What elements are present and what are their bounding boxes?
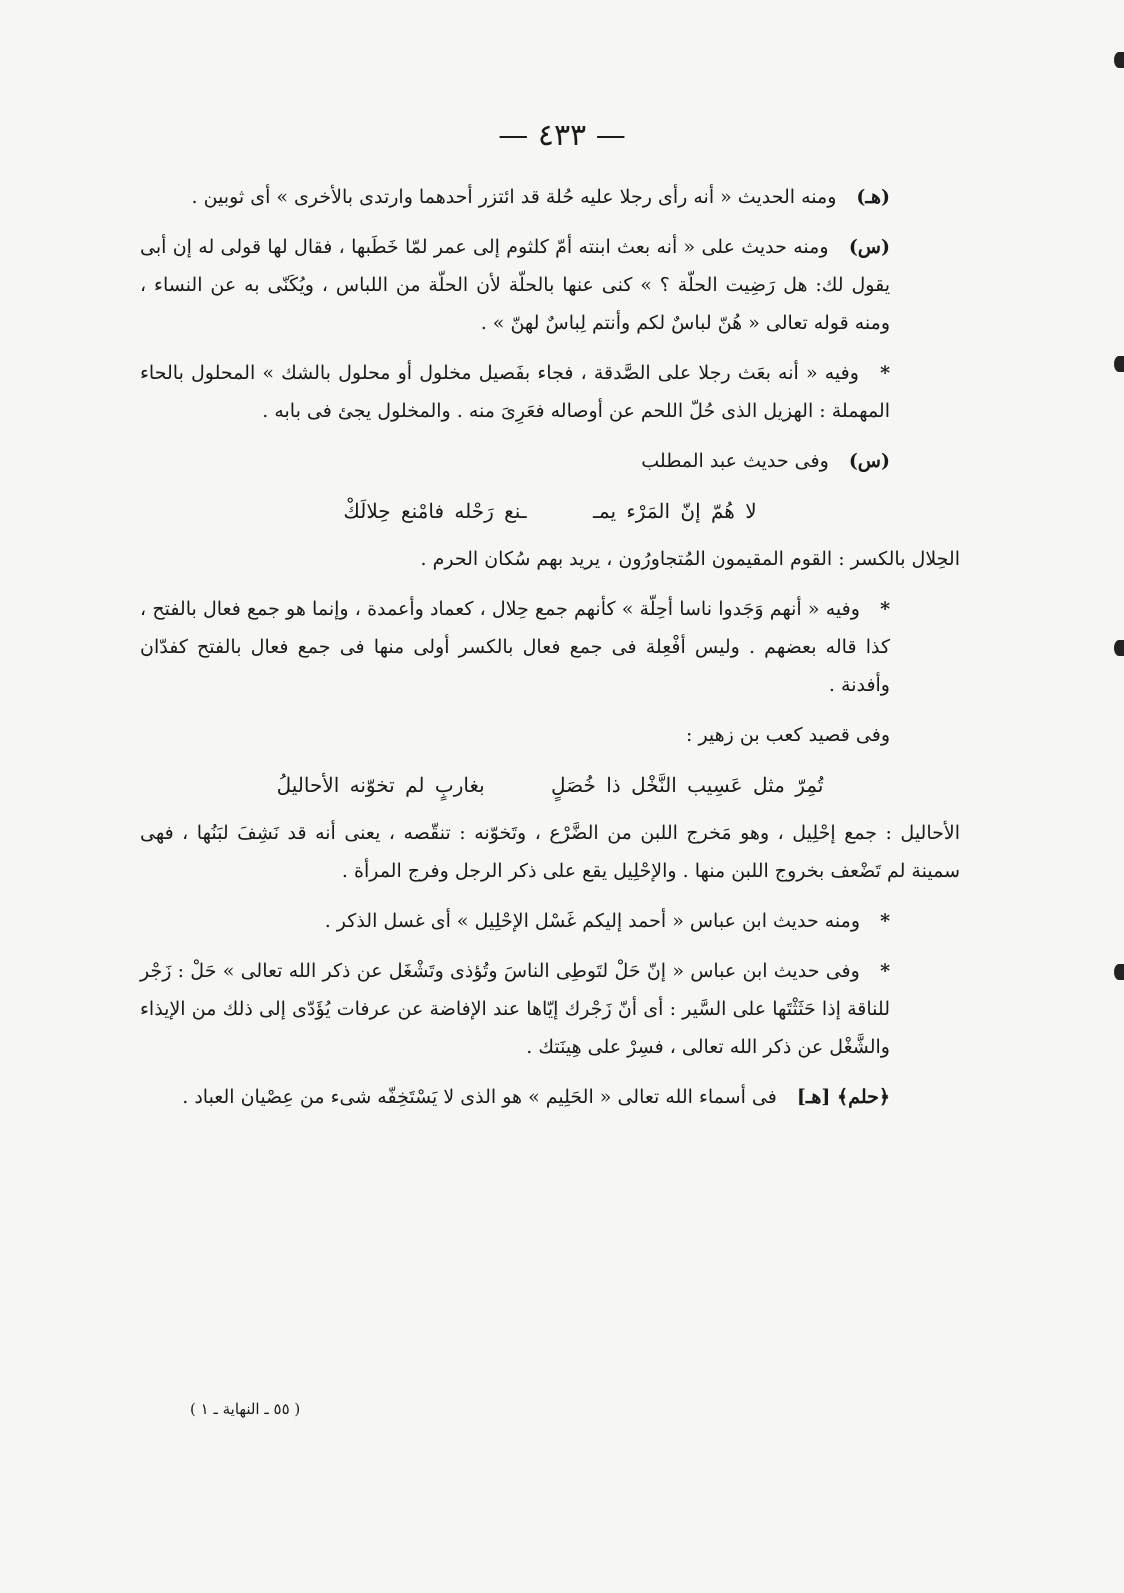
edge-mark (1114, 52, 1124, 68)
entry-paragraph (140, 952, 960, 1066)
entry-marker: ﴿حلم﴾ [هـ] (796, 1086, 890, 1108)
entry-marker: (هـ) (856, 186, 890, 208)
entry-marker: (س) (848, 236, 890, 258)
entry-text: فى أسماء الله تعالى « الحَلِيم » هو الذى لا يَسْتَخِفّه شىء من عِصْيان العباد . (182, 1086, 777, 1108)
edge-mark (1114, 356, 1124, 372)
footer-signature: ( ٥٥ ـ النهاية ـ ١ ) (190, 1400, 301, 1418)
entry-text: ومنه حديث على « أنه بعث ابنته أمّ كلثوم إلى عمر لمّا خَطَبها ، فقال لها قولى له إن أبى يقول لك: هل رَضِيت الحلّة ؟ » كنى عنها بالحلّة لأن الحلّة من اللباس ، ويُكَنّى به عن النساء ، ومنه قوله تعالى « هُنّ لباسٌ لكم وأنتم لِباسٌ لهنّ » . (140, 236, 890, 334)
entry-paragraph (140, 178, 960, 216)
entry-text: ومنه الحديث « أنه رأى رجلا عليه حُلة قد ائتزر أحدهما وارتدى بالأخرى » أى ثوبين . (191, 186, 837, 208)
edge-mark (1114, 640, 1124, 656)
entry-text: وفى حديث عبد المطلب (641, 450, 829, 472)
verse-kaab (140, 766, 960, 804)
entry-text: ومنه حديث ابن عباس « أحمد إليكم غَسْل الإحْلِيل » أى غسل الذكر . (324, 910, 861, 932)
entry-marker: * (880, 362, 890, 384)
verse-hemistich: بغاربٍ لم تخوّنه الأحاليلُ (276, 773, 485, 797)
entry-text: وفيه « أنه بعَث رجلا على الصَّدقة ، فجاء بفَصيل مخلول أو محلول بالشك » المحلول بالحاء المهملة : الهزيل الذى حُلّ اللحم عن أوصاله فعَرِىَ منه . والمخلول يجئ فى بابه . (140, 362, 890, 422)
entry-paragraph (140, 354, 960, 430)
entry-marker: * (880, 910, 890, 932)
verse-hemistich: تُمِرّ مثل عَسِيب النَّخْل ذا خُصَلٍ (551, 773, 824, 797)
verse-hemistich: لا هُمّ إنّ المَرْء يمـ (593, 499, 757, 523)
entry-paragraph (140, 590, 960, 704)
entry-paragraph (140, 1078, 960, 1116)
entry-paragraph (140, 442, 960, 480)
entry-paragraph (140, 228, 960, 342)
verse-gloss: الأحاليل : جمع إحْلِيل ، وهو مَخرج اللبن من الضَّرْع ، وتَخوّنه : تنقّصه ، يعنى أنه قد نَشِفَ لبَنُها ، فهى سمينة لم تَضْعف بخروج اللبن منها . والإحْلِيل يقع على ذكر الرجل وفرج المرأة . (140, 822, 960, 882)
entry-marker: (س) (848, 450, 890, 472)
page-number: — ٤٣٣ — (498, 118, 626, 153)
verse-abd-al-muttalib (140, 492, 960, 530)
entry-paragraph (140, 902, 960, 940)
entry-marker: * (880, 960, 890, 982)
edge-mark (1114, 964, 1124, 980)
verse-gloss: الحِلال بالكسر : القوم المقيمون المُتجاورُون ، يريد بهم سُكان الحرم . (420, 548, 960, 570)
entry-text: وفيه « أنهم وَجَدوا ناسا أحِلّة » كأنهم جمع حِلال ، كعماد وأعمدة ، وإنما هو جمع فعال بالفتح ، كذا قاله بعضهم . وليس أفْعِلة فى جمع فعال بالكسر أولى منها فى جمع فعال بالفتح كفدّان وأفدنة . (140, 598, 890, 696)
verse-hemistich: ـنع رَحْله فامْنع حِلالَكْ (343, 499, 527, 523)
entry-marker: * (880, 598, 890, 620)
entry-text: وفى حديث ابن عباس « إنّ حَلْ لتَوطِى الناسَ وتُؤذى وتَشْغَل عن ذكر الله تعالى » حَلْ : زَجْر للناقة إذا حَثَثْتَها على السَّير : أى أنّ زَجْرك إيّاها عند الإفاضة عن عرفات يُؤَدّى إلى ذلك من الإيذاء والشَّغْل عن ذكر الله تعالى ، فسِرْ على هِينَتك . (140, 960, 890, 1058)
page-body (140, 178, 960, 1128)
qasida-intro: وفى قصيد كعب بن زهير : (686, 724, 890, 746)
